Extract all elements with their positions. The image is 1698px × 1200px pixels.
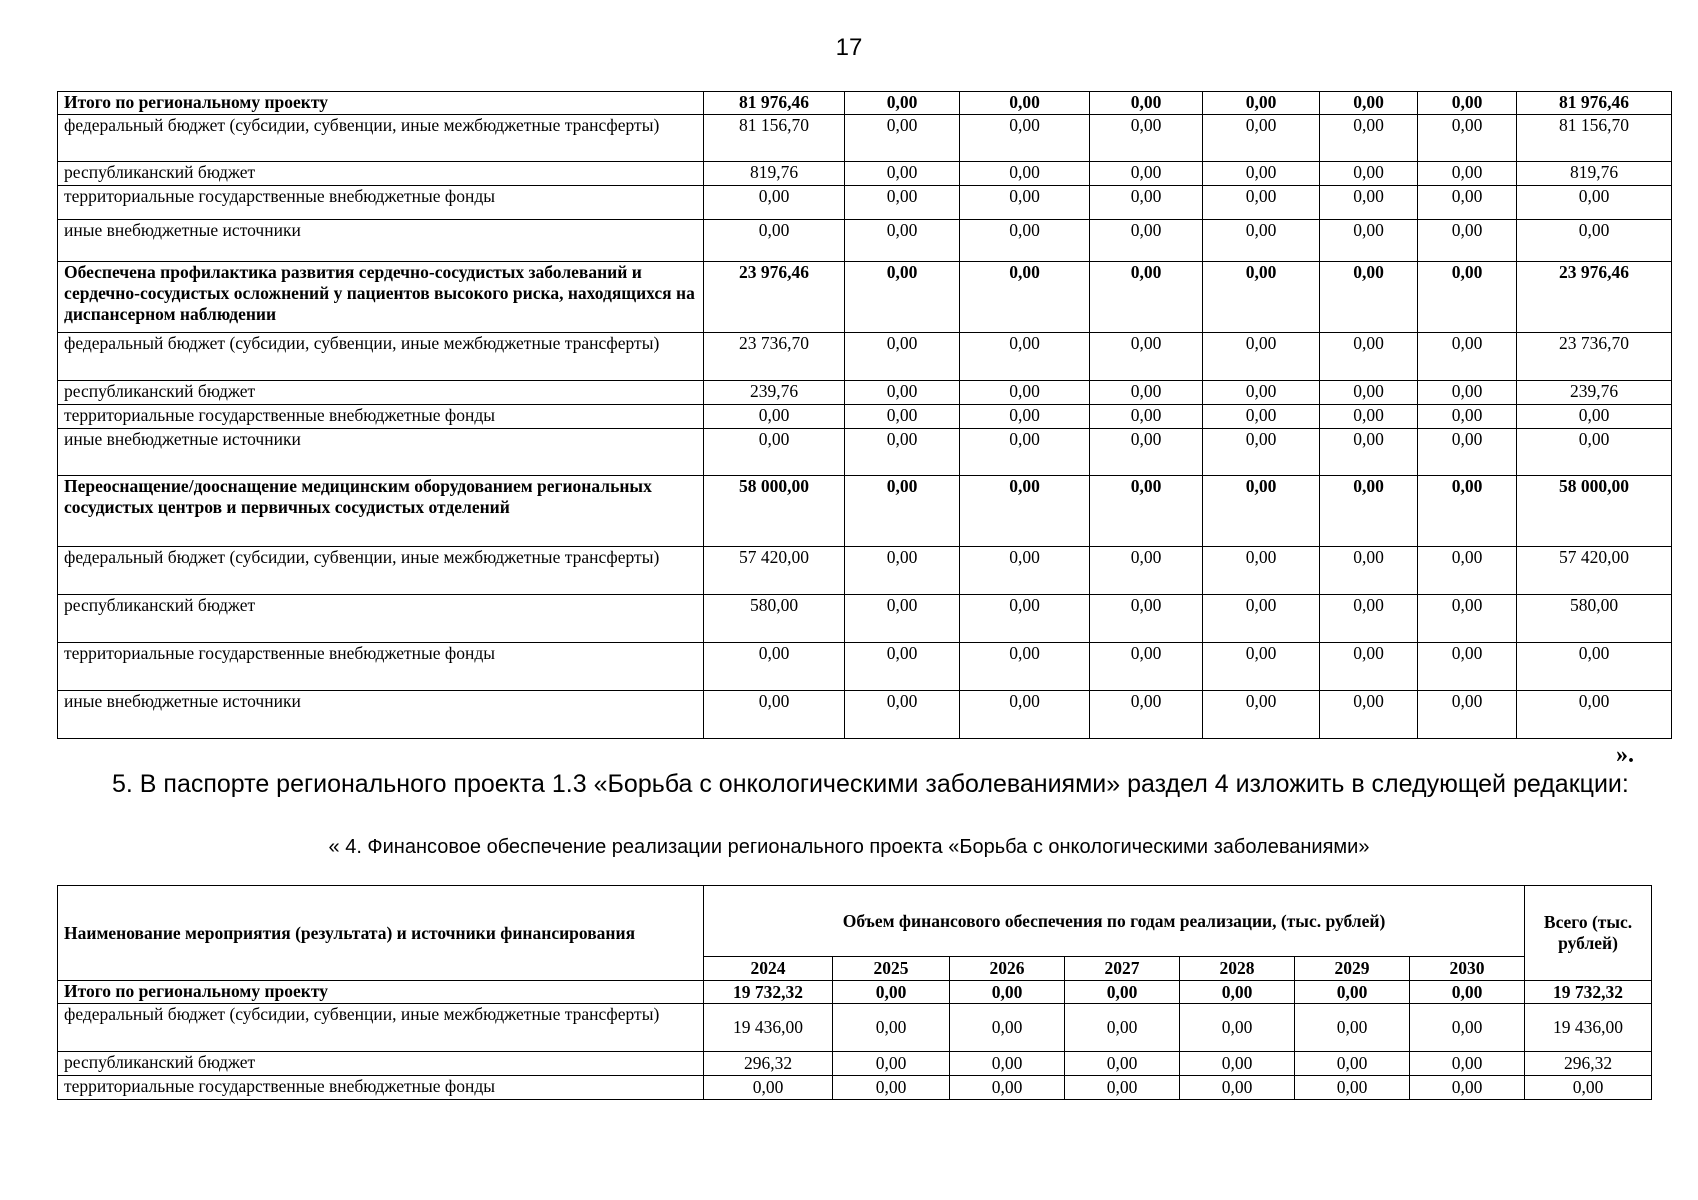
value-cell: 0,00 (1090, 186, 1203, 220)
row-label: территориальные государственные внебюджетные фонды (58, 186, 704, 220)
header-year-cell: 2026 (950, 957, 1065, 981)
value-cell: 0,00 (1410, 1052, 1525, 1076)
value-cell: 0,00 (1090, 643, 1203, 691)
table-row (58, 981, 1652, 1004)
value-cell: 0,00 (1320, 220, 1418, 262)
value-cell: 0,00 (1203, 333, 1320, 381)
value-cell: 81 976,46 (704, 92, 845, 115)
value-cell: 0,00 (1090, 220, 1203, 262)
value-cell: 0,00 (960, 262, 1090, 333)
financing-table-oncology (57, 885, 1652, 1100)
value-cell: 58 000,00 (704, 476, 845, 547)
value-cell: 0,00 (960, 476, 1090, 547)
value-cell: 0,00 (1418, 595, 1517, 643)
value-cell: 0,00 (845, 92, 960, 115)
value-cell: 0,00 (1320, 405, 1418, 429)
value-cell: 0,00 (960, 547, 1090, 595)
value-cell: 239,76 (704, 381, 845, 405)
value-cell: 0,00 (845, 595, 960, 643)
table-row (58, 162, 1672, 186)
table-row (58, 92, 1672, 115)
value-cell: 0,00 (960, 92, 1090, 115)
value-cell: 0,00 (1410, 1004, 1525, 1052)
row-label: территориальные государственные внебюджетные фонды (58, 405, 704, 429)
value-cell: 23 736,70 (1517, 333, 1672, 381)
header-total-cell: Всего (тыс. рублей) (1525, 886, 1652, 981)
value-cell: 0,00 (1090, 115, 1203, 162)
value-cell: 0,00 (1203, 381, 1320, 405)
row-label: иные внебюджетные источники (58, 220, 704, 262)
value-cell: 0,00 (1418, 691, 1517, 739)
value-cell: 0,00 (845, 333, 960, 381)
value-cell: 0,00 (1203, 476, 1320, 547)
value-cell: 0,00 (704, 220, 845, 262)
value-cell: 0,00 (1410, 981, 1525, 1004)
value-cell: 0,00 (1418, 333, 1517, 381)
header-year-cell: 2030 (1410, 957, 1525, 981)
value-cell: 0,00 (845, 691, 960, 739)
value-cell: 0,00 (1517, 220, 1672, 262)
value-cell: 0,00 (1203, 262, 1320, 333)
value-cell: 0,00 (1065, 1076, 1180, 1100)
value-cell: 0,00 (1203, 186, 1320, 220)
value-cell: 19 732,32 (1525, 981, 1652, 1004)
table-row (58, 381, 1672, 405)
value-cell: 57 420,00 (704, 547, 845, 595)
row-label: республиканский бюджет (58, 1052, 704, 1076)
value-cell: 0,00 (1203, 691, 1320, 739)
page-number: 17 (835, 34, 863, 61)
value-cell: 0,00 (1418, 476, 1517, 547)
value-cell: 239,76 (1517, 381, 1672, 405)
value-cell: 0,00 (1090, 405, 1203, 429)
value-cell: 0,00 (1320, 381, 1418, 405)
table-row (58, 1076, 1652, 1100)
value-cell: 0,00 (845, 547, 960, 595)
value-cell: 0,00 (1090, 476, 1203, 547)
value-cell: 0,00 (960, 220, 1090, 262)
value-cell: 819,76 (1517, 162, 1672, 186)
row-label: Обеспечена профилактика развития сердечно-сосудистых заболеваний и сердечно-сосудистых осложнений у пациентов высокого риска, находящихся на диспансерном наблюдении (58, 262, 704, 333)
value-cell: 0,00 (960, 691, 1090, 739)
financing-table-cardio (57, 91, 1672, 739)
row-label: федеральный бюджет (субсидии, субвенции, иные межбюджетные трансферты) (58, 547, 704, 595)
value-cell: 0,00 (1203, 429, 1320, 476)
header-year-cell: 2024 (704, 957, 833, 981)
value-cell: 0,00 (1320, 115, 1418, 162)
value-cell: 0,00 (1090, 691, 1203, 739)
value-cell: 0,00 (960, 643, 1090, 691)
value-cell: 0,00 (950, 1076, 1065, 1100)
row-label: республиканский бюджет (58, 595, 704, 643)
value-cell: 19 436,00 (1525, 1004, 1652, 1052)
row-label: федеральный бюджет (субсидии, субвенции, иные межбюджетные трансферты) (58, 333, 704, 381)
value-cell: 0,00 (1517, 405, 1672, 429)
header-year-cell: 2028 (1180, 957, 1295, 981)
header-volume-cell: Объем финансового обеспечения по годам реализации, (тыс. рублей) (704, 886, 1525, 957)
value-cell: 23 976,46 (704, 262, 845, 333)
value-cell: 0,00 (960, 429, 1090, 476)
value-cell: 0,00 (950, 1052, 1065, 1076)
value-cell: 0,00 (1517, 429, 1672, 476)
value-cell: 0,00 (1418, 186, 1517, 220)
value-cell: 19 732,32 (704, 981, 833, 1004)
value-cell: 0,00 (704, 429, 845, 476)
value-cell: 0,00 (1203, 595, 1320, 643)
value-cell: 0,00 (950, 1004, 1065, 1052)
value-cell: 296,32 (704, 1052, 833, 1076)
value-cell: 0,00 (1418, 381, 1517, 405)
closing-quote: ». (1616, 742, 1634, 768)
value-cell: 0,00 (845, 476, 960, 547)
value-cell: 81 156,70 (704, 115, 845, 162)
value-cell: 0,00 (845, 429, 960, 476)
table-row (58, 405, 1672, 429)
value-cell: 0,00 (960, 186, 1090, 220)
table-row (58, 547, 1672, 595)
value-cell: 580,00 (704, 595, 845, 643)
value-cell: 19 436,00 (704, 1004, 833, 1052)
table-row (58, 262, 1672, 333)
value-cell: 0,00 (960, 595, 1090, 643)
value-cell: 0,00 (833, 1076, 950, 1100)
value-cell: 0,00 (1320, 547, 1418, 595)
value-cell: 0,00 (1180, 981, 1295, 1004)
row-label: Итого по региональному проекту (58, 981, 704, 1004)
value-cell: 0,00 (1517, 186, 1672, 220)
value-cell: 0,00 (1418, 162, 1517, 186)
value-cell: 0,00 (1090, 262, 1203, 333)
value-cell: 0,00 (1203, 162, 1320, 186)
value-cell: 0,00 (1418, 92, 1517, 115)
value-cell: 0,00 (1065, 1004, 1180, 1052)
value-cell: 0,00 (1418, 643, 1517, 691)
row-label: республиканский бюджет (58, 381, 704, 405)
value-cell: 0,00 (1203, 115, 1320, 162)
value-cell: 0,00 (1320, 92, 1418, 115)
value-cell: 0,00 (845, 220, 960, 262)
table-row (58, 220, 1672, 262)
header-year-cell: 2027 (1065, 957, 1180, 981)
value-cell: 0,00 (1180, 1076, 1295, 1100)
value-cell: 0,00 (1320, 429, 1418, 476)
value-cell: 0,00 (1418, 405, 1517, 429)
table-row (58, 643, 1672, 691)
row-label: территориальные государственные внебюджетные фонды (58, 643, 704, 691)
value-cell: 81 976,46 (1517, 92, 1672, 115)
value-cell: 0,00 (1320, 333, 1418, 381)
value-cell: 0,00 (845, 186, 960, 220)
value-cell: 0,00 (1295, 1076, 1410, 1100)
value-cell: 0,00 (845, 262, 960, 333)
value-cell: 0,00 (1320, 162, 1418, 186)
value-cell: 0,00 (1090, 333, 1203, 381)
value-cell: 0,00 (704, 405, 845, 429)
value-cell: 0,00 (1418, 262, 1517, 333)
value-cell: 0,00 (1418, 220, 1517, 262)
row-label: иные внебюджетные источники (58, 691, 704, 739)
row-label: Переоснащение/дооснащение медицинским оборудованием региональных сосудистых центров и первичных сосудистых отделений (58, 476, 704, 547)
value-cell: 58 000,00 (1517, 476, 1672, 547)
value-cell: 0,00 (1525, 1076, 1652, 1100)
value-cell: 0,00 (1203, 643, 1320, 691)
value-cell: 0,00 (833, 981, 950, 1004)
value-cell: 580,00 (1517, 595, 1672, 643)
value-cell: 0,00 (1203, 220, 1320, 262)
value-cell: 0,00 (1090, 547, 1203, 595)
value-cell: 23 736,70 (704, 333, 845, 381)
value-cell: 0,00 (1320, 262, 1418, 333)
value-cell: 0,00 (1320, 595, 1418, 643)
value-cell: 0,00 (1090, 595, 1203, 643)
row-label: иные внебюджетные источники (58, 429, 704, 476)
table-row (58, 691, 1672, 739)
value-cell: 0,00 (833, 1004, 950, 1052)
value-cell: 0,00 (704, 643, 845, 691)
row-label: федеральный бюджет (субсидии, субвенции, иные межбюджетные трансферты) (58, 1004, 704, 1052)
header-year-cell: 2025 (833, 957, 950, 981)
value-cell: 0,00 (1180, 1004, 1295, 1052)
value-cell: 0,00 (1203, 547, 1320, 595)
value-cell: 296,32 (1525, 1052, 1652, 1076)
instruction-text: 5. В паспорте регионального проекта 1.3 «Борьба с онкологическими заболеваниями» раздел 4 изложить в следующей редакции: (112, 770, 1629, 798)
value-cell: 0,00 (1180, 1052, 1295, 1076)
value-cell: 0,00 (845, 405, 960, 429)
header-year-cell: 2029 (1295, 957, 1410, 981)
value-cell: 0,00 (1203, 92, 1320, 115)
value-cell: 0,00 (833, 1052, 950, 1076)
value-cell: 0,00 (1203, 405, 1320, 429)
value-cell: 0,00 (1517, 691, 1672, 739)
table-row (58, 1004, 1652, 1052)
table-row (58, 429, 1672, 476)
value-cell: 0,00 (1418, 115, 1517, 162)
value-cell: 0,00 (1295, 1004, 1410, 1052)
table-row (58, 476, 1672, 547)
value-cell: 0,00 (1517, 643, 1672, 691)
value-cell: 0,00 (1090, 381, 1203, 405)
value-cell: 0,00 (845, 115, 960, 162)
value-cell: 0,00 (845, 381, 960, 405)
table-row (58, 186, 1672, 220)
value-cell: 0,00 (845, 643, 960, 691)
value-cell: 0,00 (960, 333, 1090, 381)
value-cell: 0,00 (1295, 981, 1410, 1004)
value-cell: 819,76 (704, 162, 845, 186)
value-cell: 0,00 (1090, 429, 1203, 476)
value-cell: 0,00 (960, 115, 1090, 162)
value-cell: 0,00 (950, 981, 1065, 1004)
value-cell: 0,00 (704, 1076, 833, 1100)
value-cell: 0,00 (1320, 476, 1418, 547)
table-row (58, 1052, 1652, 1076)
value-cell: 0,00 (1320, 691, 1418, 739)
value-cell: 0,00 (960, 381, 1090, 405)
value-cell: 0,00 (845, 162, 960, 186)
value-cell: 0,00 (1090, 92, 1203, 115)
row-label: республиканский бюджет (58, 162, 704, 186)
value-cell: 23 976,46 (1517, 262, 1672, 333)
value-cell: 0,00 (1418, 429, 1517, 476)
value-cell: 57 420,00 (1517, 547, 1672, 595)
value-cell: 0,00 (1065, 1052, 1180, 1076)
value-cell: 0,00 (1320, 186, 1418, 220)
value-cell: 0,00 (1410, 1076, 1525, 1100)
value-cell: 0,00 (1090, 162, 1203, 186)
value-cell: 0,00 (1418, 547, 1517, 595)
section-subtitle: « 4. Финансовое обеспечение реализации регионального проекта «Борьба с онкологическими заболеваниями» (328, 836, 1370, 858)
value-cell: 0,00 (704, 691, 845, 739)
value-cell: 0,00 (704, 186, 845, 220)
row-label: федеральный бюджет (субсидии, субвенции, иные межбюджетные трансферты) (58, 115, 704, 162)
value-cell: 0,00 (960, 162, 1090, 186)
value-cell: 0,00 (1065, 981, 1180, 1004)
header-name-cell: Наименование мероприятия (результата) и источники финансирования (58, 886, 704, 981)
instruction-paragraph (57, 768, 1651, 800)
value-cell: 0,00 (1295, 1052, 1410, 1076)
value-cell: 81 156,70 (1517, 115, 1672, 162)
row-label: Итого по региональному проекту (58, 92, 704, 115)
table-row (58, 595, 1672, 643)
value-cell: 0,00 (1320, 643, 1418, 691)
table-row (58, 115, 1672, 162)
table-row (58, 333, 1672, 381)
row-label: территориальные государственные внебюджетные фонды (58, 1076, 704, 1100)
value-cell: 0,00 (960, 405, 1090, 429)
